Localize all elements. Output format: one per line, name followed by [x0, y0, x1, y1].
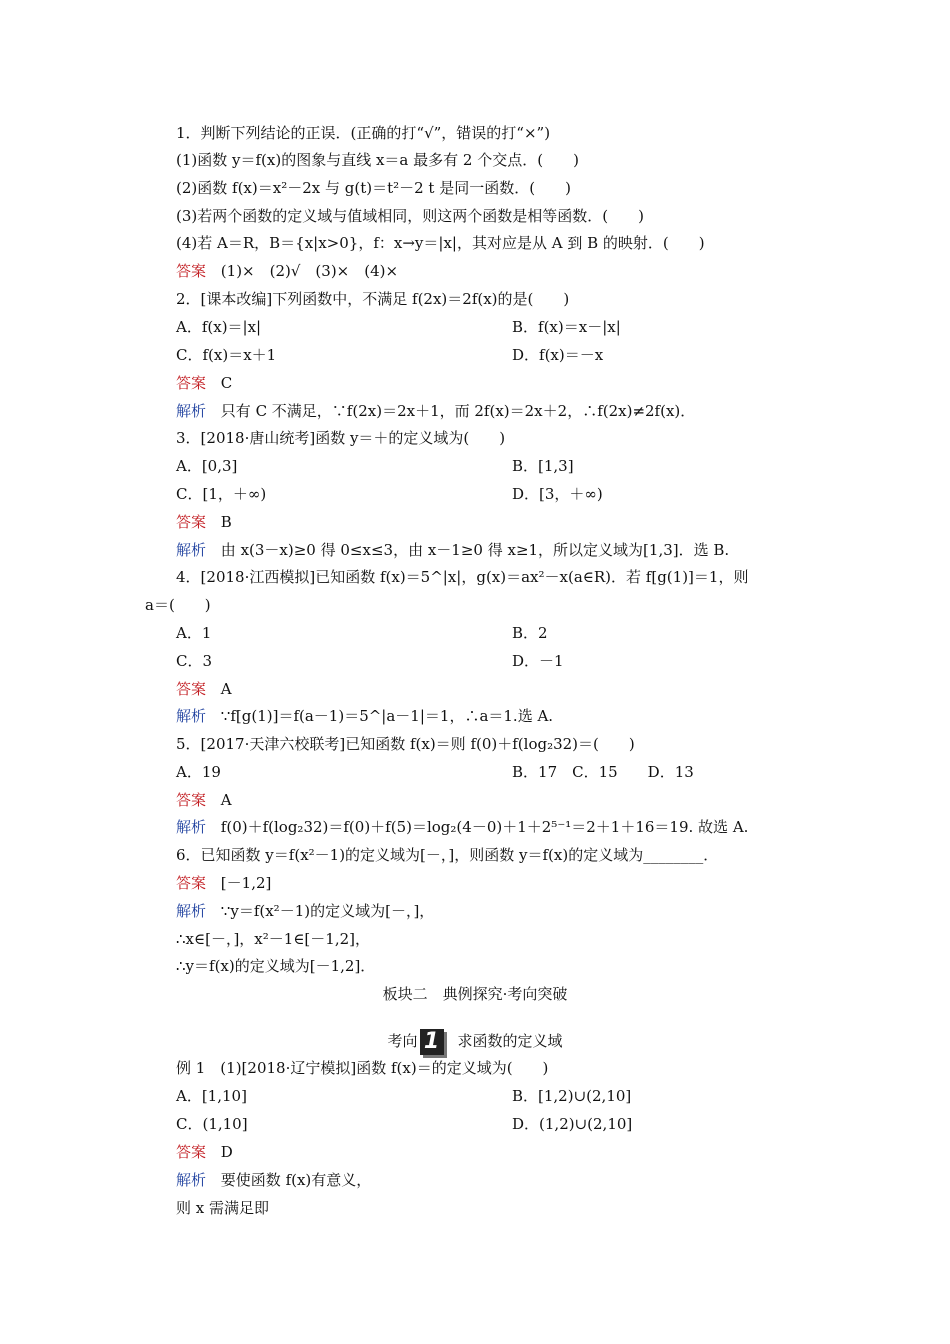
- explanation-line: [176, 1170, 371, 1190]
- answer-label: 答案: [176, 680, 207, 698]
- answer-line: [176, 373, 232, 393]
- option-a: A．19: [176, 763, 221, 781]
- explanation-label: 解析: [176, 541, 207, 559]
- question-1-item-4: (4)若 A＝R，B＝{x|x>0}，f：x→y＝|x|，其对应是从 A 到 B 的映射．( ): [176, 234, 705, 252]
- section-heading: 板块二 典例探究·考向突破: [382, 985, 568, 1003]
- option-d: D．(1,2)∪(2,10]: [512, 1115, 633, 1133]
- answer-text: (1)× (2)√ (3)× (4)×: [220, 262, 399, 280]
- explanation-label: 解析: [176, 402, 207, 420]
- explanation-continued: ∴y＝f(x)的定义域为[－1,2]．: [176, 957, 376, 975]
- explanation-label: 解析: [176, 902, 207, 920]
- option-c: C．3: [176, 652, 213, 670]
- answer-text: A: [220, 680, 232, 698]
- explanation-text: f(0)＋f(log₂32)＝f(0)＋f(5)＝log₂(4－0)＋1＋2⁵⁻¹＝2＋1＋16＝19. 故选 A.: [220, 818, 749, 836]
- answer-label: 答案: [176, 262, 207, 280]
- answer-line: [176, 1142, 233, 1162]
- question-3: 3．[2018·唐山统考]函数 y＝＋的定义域为( ): [176, 429, 506, 447]
- explanation-text: 由 x(3－x)≥0 得 0≤x≤3，由 x－1≥0 得 x≥1，所以定义域为[1,3]．选 B.: [220, 541, 730, 559]
- option-b: B．[1,3]: [512, 457, 574, 475]
- option-a: A．1: [176, 624, 212, 642]
- option-d: D．f(x)＝－x: [512, 346, 604, 364]
- example-1: 例 1 (1)[2018·辽宁模拟]函数 f(x)＝的定义域为( ): [176, 1059, 549, 1077]
- explanation-label: 解析: [176, 707, 207, 725]
- explanation-line: [176, 706, 553, 726]
- answer-text: [－1,2]: [220, 874, 272, 892]
- answer-label: 答案: [176, 1143, 207, 1161]
- answer-line: [176, 261, 398, 281]
- answer-label: 答案: [176, 374, 207, 392]
- option-c: C．(1,10]: [176, 1115, 248, 1133]
- topic-heading-title: 求函数的定义域: [457, 1032, 563, 1050]
- question-1-item-3: (3)若两个函数的定义域与值域相同，则这两个函数是相等函数．( ): [176, 207, 644, 225]
- explanation-line: [176, 401, 695, 421]
- option-b: B．[1,2)∪(2,10]: [512, 1087, 632, 1105]
- question-1-item-2: (2)函数 f(x)＝x²－2x 与 g(t)＝t²－2 t 是同一函数．( ): [176, 179, 571, 197]
- question-1: 1．判断下列结论的正误．(正确的打“√”，错误的打“×”): [176, 124, 551, 142]
- explanation-text: 要使函数 f(x)有意义，: [220, 1171, 372, 1189]
- answer-line: [176, 512, 232, 532]
- option-b: B．f(x)＝x－|x|: [512, 318, 621, 336]
- options-b-c-d: B．17 C．15 D．13: [512, 763, 694, 781]
- answer-text: D: [220, 1143, 233, 1161]
- answer-label: 答案: [176, 874, 207, 892]
- topic-heading: [0, 1028, 950, 1055]
- explanation-continued: ∴x∈[－，]，x²－1∈[－1,2]，: [176, 930, 370, 948]
- answer-label: 答案: [176, 513, 207, 531]
- answer-line: [176, 790, 232, 810]
- explanation-text: 只有 C 不满足，∵f(2x)＝2x＋1，而 2f(x)＝2x＋2，∴f(2x)≠2f(x)．: [220, 402, 696, 420]
- question-5: 5．[2017·天津六校联考]已知函数 f(x)＝则 f(0)＋f(log₂32)＝( ): [176, 735, 635, 753]
- explanation-continued: 则 x 需满足即: [176, 1199, 269, 1217]
- answer-text: C: [220, 374, 233, 392]
- topic-heading-prefix: 考向: [387, 1032, 418, 1050]
- explanation-label: 解析: [176, 818, 207, 836]
- question-2: 2．[课本改编]下列函数中，不满足 f(2x)＝2f(x)的是( ): [176, 290, 570, 308]
- answer-text: A: [220, 791, 232, 809]
- answer-text: B: [220, 513, 232, 531]
- explanation-line: [176, 901, 434, 921]
- question-6: 6．已知函数 y＝f(x²－1)的定义域为[－，]，则函数 y＝f(x)的定义域为________．: [176, 846, 719, 864]
- explanation-text: ∵f[g(1)]＝f(a－1)＝5^|a－1|＝1，∴a＝1.选 A.: [220, 707, 554, 725]
- explanation-label: 解析: [176, 1171, 207, 1189]
- topic-number-badge: 1: [420, 1029, 444, 1055]
- option-c: C．[1，＋∞): [176, 485, 267, 503]
- option-b: B．2: [512, 624, 548, 642]
- option-a: A．[1,10]: [176, 1087, 247, 1105]
- question-4: 4．[2018·江西模拟]已知函数 f(x)＝5^|x|，g(x)＝ax²－x(a∈R)．若 f[g(1)]＝1，则: [176, 568, 749, 586]
- option-a: A．[0,3]: [176, 457, 238, 475]
- question-4-continued: a＝( ): [145, 596, 211, 614]
- explanation-text: ∵y＝f(x²－1)的定义域为[－，]，: [220, 902, 435, 920]
- explanation-line: [176, 817, 748, 837]
- option-a: A．f(x)＝|x|: [176, 318, 262, 336]
- option-c: C．f(x)＝x＋1: [176, 346, 277, 364]
- option-d: D．－1: [512, 652, 564, 670]
- question-1-item-1: (1)函数 y＝f(x)的图象与直线 x＝a 最多有 2 个交点．( ): [176, 151, 579, 169]
- answer-line: [176, 679, 232, 699]
- explanation-line: [176, 540, 729, 560]
- answer-label: 答案: [176, 791, 207, 809]
- answer-line: [176, 873, 271, 893]
- option-d: D．[3，＋∞): [512, 485, 603, 503]
